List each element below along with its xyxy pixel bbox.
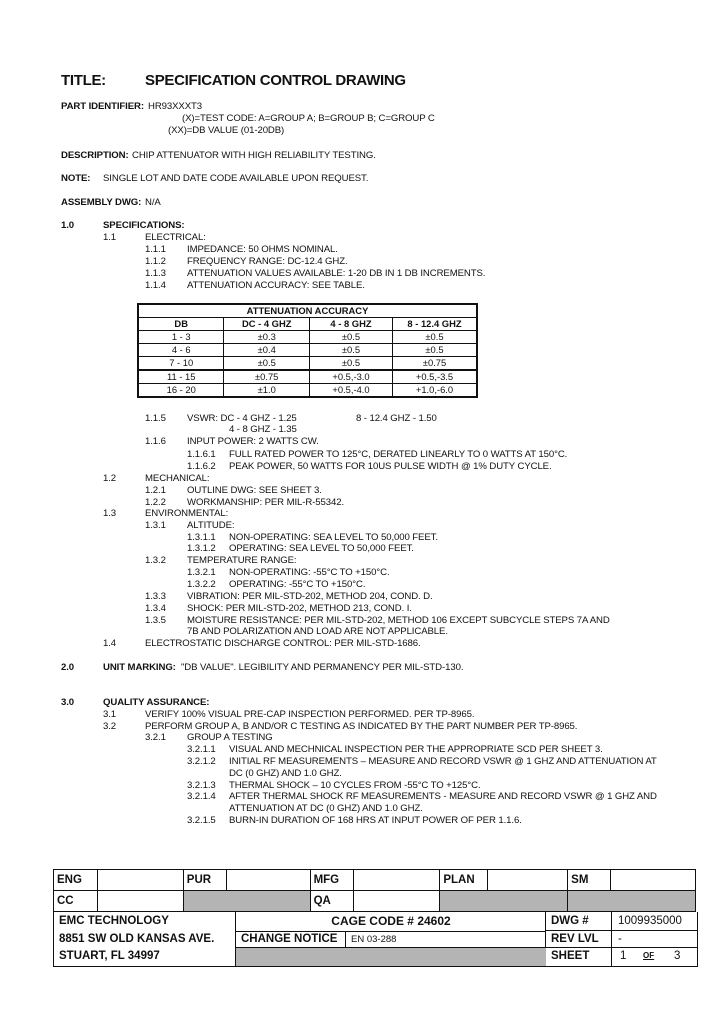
item-number: 3.2.1.1 (187, 744, 216, 755)
item-number: 3.1 (103, 709, 117, 720)
item-vswr: VSWR: DC - 4 GHZ - 1.25 (187, 413, 297, 424)
item-altitude: ALTITUDE: (187, 520, 235, 531)
company-name: EMC TECHNOLOGY (59, 915, 169, 927)
item-number: 1.1.1 (145, 244, 166, 255)
column-header: 4 - 8 GHZ (310, 318, 393, 331)
item-outline-dwg: OUTLINE DWG: SEE SHEET 3. (187, 485, 322, 496)
item-attenuation-accuracy: ATTENUATION ACCURACY: SEE TABLE. (187, 280, 365, 291)
part-identifier-value: HR93XXXT3 (148, 101, 203, 112)
item-temp-operating: OPERATING: -55°C TO +150°C. (229, 579, 366, 590)
table-cell: ±0.4 (224, 344, 310, 357)
company-city: STUART, FL 34997 (59, 950, 160, 962)
table-row (138, 384, 477, 398)
cage-code: CAGE CODE # 24602 (331, 914, 451, 928)
shaded-cell (236, 948, 546, 966)
item-number: 1.3.3 (145, 591, 166, 602)
table-cell: ±0.5 (393, 344, 478, 357)
table-cell: ±0.75 (393, 357, 478, 371)
approval-field-plan[interactable] (488, 870, 568, 891)
change-notice-label: CHANGE NOTICE (236, 931, 346, 948)
approval-label-eng: ENG (54, 870, 98, 891)
item-number: 1.2.2 (145, 497, 166, 508)
table-cell: ±1.0 (224, 384, 310, 398)
table-cell: +0.5,-3.5 (393, 370, 478, 384)
item-number: 1.3.4 (145, 603, 166, 614)
item-frequency-range: FREQUENCY RANGE: DC-12.4 GHZ. (187, 256, 348, 267)
item-number: 3.2.1 (145, 732, 166, 743)
sheet-of: OF (643, 951, 655, 960)
item-number: 1.1.6.1 (187, 449, 216, 460)
description-value: CHIP ATTENUATOR WITH HIGH RELIABILITY TESTING. (132, 150, 376, 161)
company-address: 8851 SW OLD KANSAS AVE. (59, 933, 215, 945)
item-altitude-non-operating: NON-OPERATING: SEA LEVEL TO 50,000 FEET. (229, 532, 438, 543)
item-shock: SHOCK: PER MIL-STD-202, METHOD 213, COND. I. (187, 603, 412, 614)
document-title: SPECIFICATION CONTROL DRAWING (145, 72, 406, 89)
item-after-thermal-shock: AFTER THERMAL SHOCK RF MEASUREMENTS - MEASURE AND RECORD VSWR @ 1 GHZ AND (229, 791, 657, 802)
column-header: DC - 4 GHZ (224, 318, 310, 331)
item-full-rated-power: FULL RATED POWER TO 125°C, DERATED LINEARLY TO 0 WATTS AT 150°C. (229, 449, 568, 460)
section-title-specifications: SPECIFICATIONS: (103, 220, 185, 231)
table-cell: ±0.75 (224, 370, 310, 384)
sheet-label: SHEET (551, 950, 590, 962)
item-number: 3.2 (103, 721, 117, 732)
shaded-cell (440, 891, 568, 912)
item-number: 1.3 (103, 508, 117, 519)
dwg-value: 1009935000 (618, 915, 682, 927)
item-number: 1.1 (103, 232, 117, 243)
approval-field-qa[interactable] (353, 891, 440, 912)
assembly-dwg-label: ASSEMBLY DWG: (61, 197, 142, 208)
approval-label-plan: PLAN (440, 870, 488, 891)
approval-field-pur[interactable] (226, 870, 310, 891)
table-cell: ±0.5 (224, 357, 310, 371)
column-header: DB (138, 318, 224, 331)
item-number: 1.1.3 (145, 268, 166, 279)
approval-field-eng[interactable] (97, 870, 183, 891)
section-title-unit-marking: UNIT MARKING: (103, 662, 176, 673)
table-cell: ±0.3 (224, 331, 310, 344)
note-label: NOTE: (61, 173, 91, 184)
item-number: 1.2 (103, 473, 117, 484)
item-vswr-mid-band: 4 - 8 GHZ - 1.35 (229, 424, 297, 435)
item-peak-power: PEAK POWER, 50 WATTS FOR 10US PULSE WIDTH @ 1% DUTY CYCLE. (229, 461, 552, 472)
table-row (138, 370, 477, 384)
item-attenuation-values: ATTENUATION VALUES AVAILABLE: 1-20 DB IN 1 DB INCREMENTS. (187, 268, 486, 279)
item-number: 3.2.1.5 (187, 815, 216, 826)
unit-marking-text: "DB VALUE". LEGIBILITY AND PERMANENCY PER MIL-STD-130. (181, 662, 464, 673)
table-cell: ±0.5 (393, 331, 478, 344)
rev-label: REV LVL (551, 933, 599, 945)
item-moisture-resistance-cont: 7B AND POLARIZATION AND LOAD ARE NOT APPLICABLE. (187, 626, 448, 637)
section-number: 3.0 (61, 697, 75, 708)
approval-label-pur: PUR (183, 870, 226, 891)
change-notice-value: EN 03-288 (351, 934, 397, 945)
item-group-testing: PERFORM GROUP A, B AND/OR C TESTING AS INDICATED BY THE PART NUMBER PER TP-8965. (145, 721, 578, 732)
title-block (53, 912, 698, 967)
rev-value: - (618, 933, 622, 945)
item-number: 1.3.1.2 (187, 543, 216, 554)
approval-field-mfg[interactable] (353, 870, 440, 891)
item-thermal-shock: THERMAL SHOCK – 10 CYCLES FROM -55°C TO +125°C. (229, 780, 481, 791)
item-altitude-operating: OPERATING: SEA LEVEL TO 50,000 FEET. (229, 543, 414, 554)
title-label: TITLE: (61, 72, 106, 89)
item-moisture-resistance: MOISTURE RESISTANCE: PER MIL-STD-202, METHOD 106 EXCEPT SUBCYCLE STEPS 7A AND (187, 615, 610, 626)
part-identifier-note-test-code: (X)=TEST CODE: A=GROUP A; B=GROUP B; C=GROUP C (182, 113, 435, 124)
item-number: 1.1.5 (145, 413, 166, 424)
approval-label-mfg: MFG (310, 870, 353, 891)
table-row (138, 344, 477, 357)
item-number: 1.3.2.2 (187, 579, 216, 590)
table-row (138, 331, 477, 344)
item-number: 1.3.1.1 (187, 532, 216, 543)
table-cell: 4 - 6 (138, 344, 224, 357)
item-temp-non-operating: NON-OPERATING: -55°C TO +150°C. (229, 567, 390, 578)
item-workmanship: WORKMANSHIP: PER MIL-R-55342. (187, 497, 345, 508)
item-visual-inspection: VERIFY 100% VISUAL PRE-CAP INSPECTION PERFORMED. PER TP-8965. (145, 709, 475, 720)
approval-label-qa: QA (310, 891, 353, 912)
assembly-dwg-value: N/A (145, 197, 161, 208)
item-number: 1.2.1 (145, 485, 166, 496)
item-number: 1.1.4 (145, 280, 166, 291)
table-row (138, 357, 477, 371)
item-group-a-testing: GROUP A TESTING (187, 732, 273, 743)
item-number: 1.3.1 (145, 520, 166, 531)
item-number: 1.1.6 (145, 436, 166, 447)
approval-field-cc[interactable] (97, 891, 183, 912)
table-cell: 16 - 20 (138, 384, 224, 398)
item-mechanical: MECHANICAL: (145, 473, 210, 484)
table-cell: ±0.5 (310, 331, 393, 344)
item-number: 1.3.2.1 (187, 567, 216, 578)
table-cell: ±0.5 (310, 344, 393, 357)
approvals-block (53, 869, 696, 912)
part-identifier-label: PART IDENTIFIER: (61, 101, 144, 112)
column-header: 8 - 12.4 GHZ (393, 318, 478, 331)
item-initial-rf-cont: DC (0 GHZ) AND 1.0 GHZ. (229, 768, 342, 779)
item-number: 1.1.6.2 (187, 461, 216, 472)
table-cell: +0.5,-4.0 (310, 384, 393, 398)
item-number: 3.2.1.2 (187, 756, 216, 767)
item-initial-rf: INITIAL RF MEASUREMENTS – MEASURE AND RECORD VSWR @ 1 GHZ AND ATTENUATION AT (229, 756, 657, 767)
approval-label-cc: CC (54, 891, 98, 912)
sheet-number: 1 (620, 950, 627, 962)
shaded-cell (183, 891, 310, 912)
part-identifier-note-db-value: (XX)=DB VALUE (01-20DB) (168, 125, 285, 136)
table-title: ATTENUATION ACCURACY (138, 304, 477, 318)
table-cell: 7 - 10 (138, 357, 224, 371)
section-title-quality-assurance: QUALITY ASSURANCE: (103, 697, 210, 708)
table-cell: +0.5,-3.0 (310, 370, 393, 384)
item-mechanical-inspection: VISUAL AND MECHNICAL INSPECTION PER THE APPROPRIATE SCD PER SHEET 3. (229, 744, 603, 755)
table-cell: 1 - 3 (138, 331, 224, 344)
item-number: 1.3.2 (145, 555, 166, 566)
item-impedance: IMPEDANCE: 50 OHMS NOMINAL. (187, 244, 338, 255)
item-number: 1.3.5 (145, 615, 166, 626)
item-electrical: ELECTRICAL: (145, 232, 206, 243)
item-number: 3.2.1.4 (187, 791, 216, 802)
note-value: SINGLE LOT AND DATE CODE AVAILABLE UPON REQUEST. (103, 173, 369, 184)
table-cell: 11 - 15 (138, 370, 224, 384)
item-vibration: VIBRATION: PER MIL-STD-202, METHOD 204, COND. D. (187, 591, 433, 602)
item-temperature-range: TEMPERATURE RANGE: (187, 555, 297, 566)
item-number: 3.2.1.3 (187, 780, 216, 791)
section-number: 1.0 (61, 220, 75, 231)
approval-field-sm[interactable] (611, 870, 696, 891)
approval-label-sm: SM (568, 870, 611, 891)
sheet-total: 3 (674, 950, 681, 962)
dwg-label: DWG # (551, 915, 589, 927)
item-environmental: ENVIRONMENTAL: (145, 508, 229, 519)
table-cell: +1.0,-6.0 (393, 384, 478, 398)
attenuation-accuracy-table (137, 303, 478, 398)
item-vswr-high-band: 8 - 12.4 GHZ - 1.50 (356, 413, 437, 424)
item-input-power: INPUT POWER: 2 WATTS CW. (187, 436, 319, 447)
item-number: 1.1.2 (145, 256, 166, 267)
item-esd-control: ELECTROSTATIC DISCHARGE CONTROL: PER MIL-STD-1686. (145, 638, 421, 649)
item-burn-in: BURN-IN DURATION OF 168 HRS AT INPUT POWER OF PER 1.1.6. (229, 815, 522, 826)
section-number: 2.0 (61, 662, 75, 673)
description-label: DESCRIPTION: (61, 150, 129, 161)
shaded-cell (568, 891, 696, 912)
item-number: 1.4 (103, 638, 117, 649)
table-cell: ±0.5 (310, 357, 393, 371)
item-after-thermal-shock-cont: ATTENUATION AT DC (0 GHZ) AND 1.0 GHZ. (229, 803, 423, 814)
